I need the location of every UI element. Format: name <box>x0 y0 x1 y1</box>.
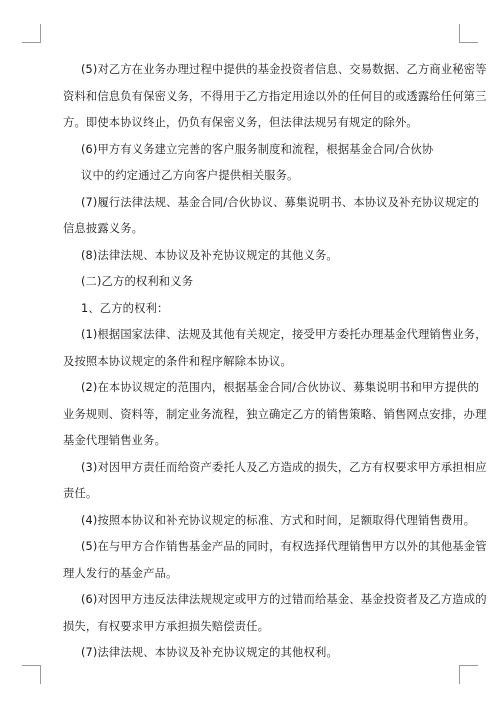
paragraph-line: (8)法律法规、本协议及补充协议规定的其他义务。 <box>81 249 338 262</box>
paragraph-line: 理人发行的基金产品。 <box>63 567 178 580</box>
paragraph-line: (4)按照本协议和补充协议规定的标准、方式和时间，足额取得代理销售费用。 <box>81 514 476 527</box>
paragraph-line: 信息披露义务。 <box>63 222 144 235</box>
paragraph-line: (5)在与甲方合作销售基金产品的同时，有权选择代理销售甲方以外的其他基金管 <box>81 540 487 553</box>
paragraph-line: 及按照本协议规定的条件和程序解除本协议。 <box>63 355 292 368</box>
paragraph-line: (1)根据国家法律、法规及其他有关规定，接受甲方委托办理基金代理销售业务， <box>81 328 487 341</box>
section-heading: (二)乙方的权利和义务 <box>81 275 194 288</box>
paragraph-line: (6)对因甲方违反法律法规规定或甲方的过错而给基金、基金投资者及乙方造成的 <box>81 593 487 606</box>
paragraph-line: 责任。 <box>63 487 98 500</box>
subsection-heading: 1、乙方的权利： <box>81 302 169 315</box>
paragraph-line: (6)甲方有义务建立完善的客户服务制度和流程，根据基金合同/合伙协 <box>81 143 434 156</box>
paragraph-line: 方。即使本协议终止，仍负有保密义务，但法律法规另有规定的除外。 <box>63 116 418 129</box>
crop-mark-bottom-left <box>22 665 41 684</box>
paragraph-line: (3)对因甲方责任而给资产委托人及乙方造成的损失，乙方有权要求甲方承担相应 <box>81 461 487 474</box>
paragraph-line: (2)在本协议规定的范围内，根据基金合同/合伙协议、募集说明书和甲方提供的 <box>81 381 480 394</box>
paragraph-line: (5)对乙方在业务办理过程中提供的基金投资者信息、交易数据、乙方商业秘密等 <box>81 63 487 76</box>
paragraph-line: (7)履行法律法规、基金合同/合伙协议、募集说明书、本协议及补充协议规定的 <box>81 196 480 209</box>
paragraph-line: 业务规则、资料等，制定业务流程，独立确定乙方的销售策略、销售网点安排，办理 <box>63 408 487 421</box>
crop-mark-top-left <box>22 24 41 43</box>
paragraph-line: 损失，有权要求甲方承担损失赔偿责任。 <box>63 620 270 633</box>
paragraph-line: 资料和信息负有保密义务，不得用于乙方指定用途以外的任何目的或透露给任何第三 <box>63 90 487 103</box>
crop-mark-top-right <box>459 24 478 43</box>
crop-mark-bottom-right <box>459 665 478 684</box>
paragraph-line: (7)法律法规、本协议及补充协议规定的其他权利。 <box>81 646 338 659</box>
paragraph-line: 基金代理销售业务。 <box>63 434 167 447</box>
paragraph-line: 议中的约定通过乙方向客户提供相关服务。 <box>81 169 299 182</box>
